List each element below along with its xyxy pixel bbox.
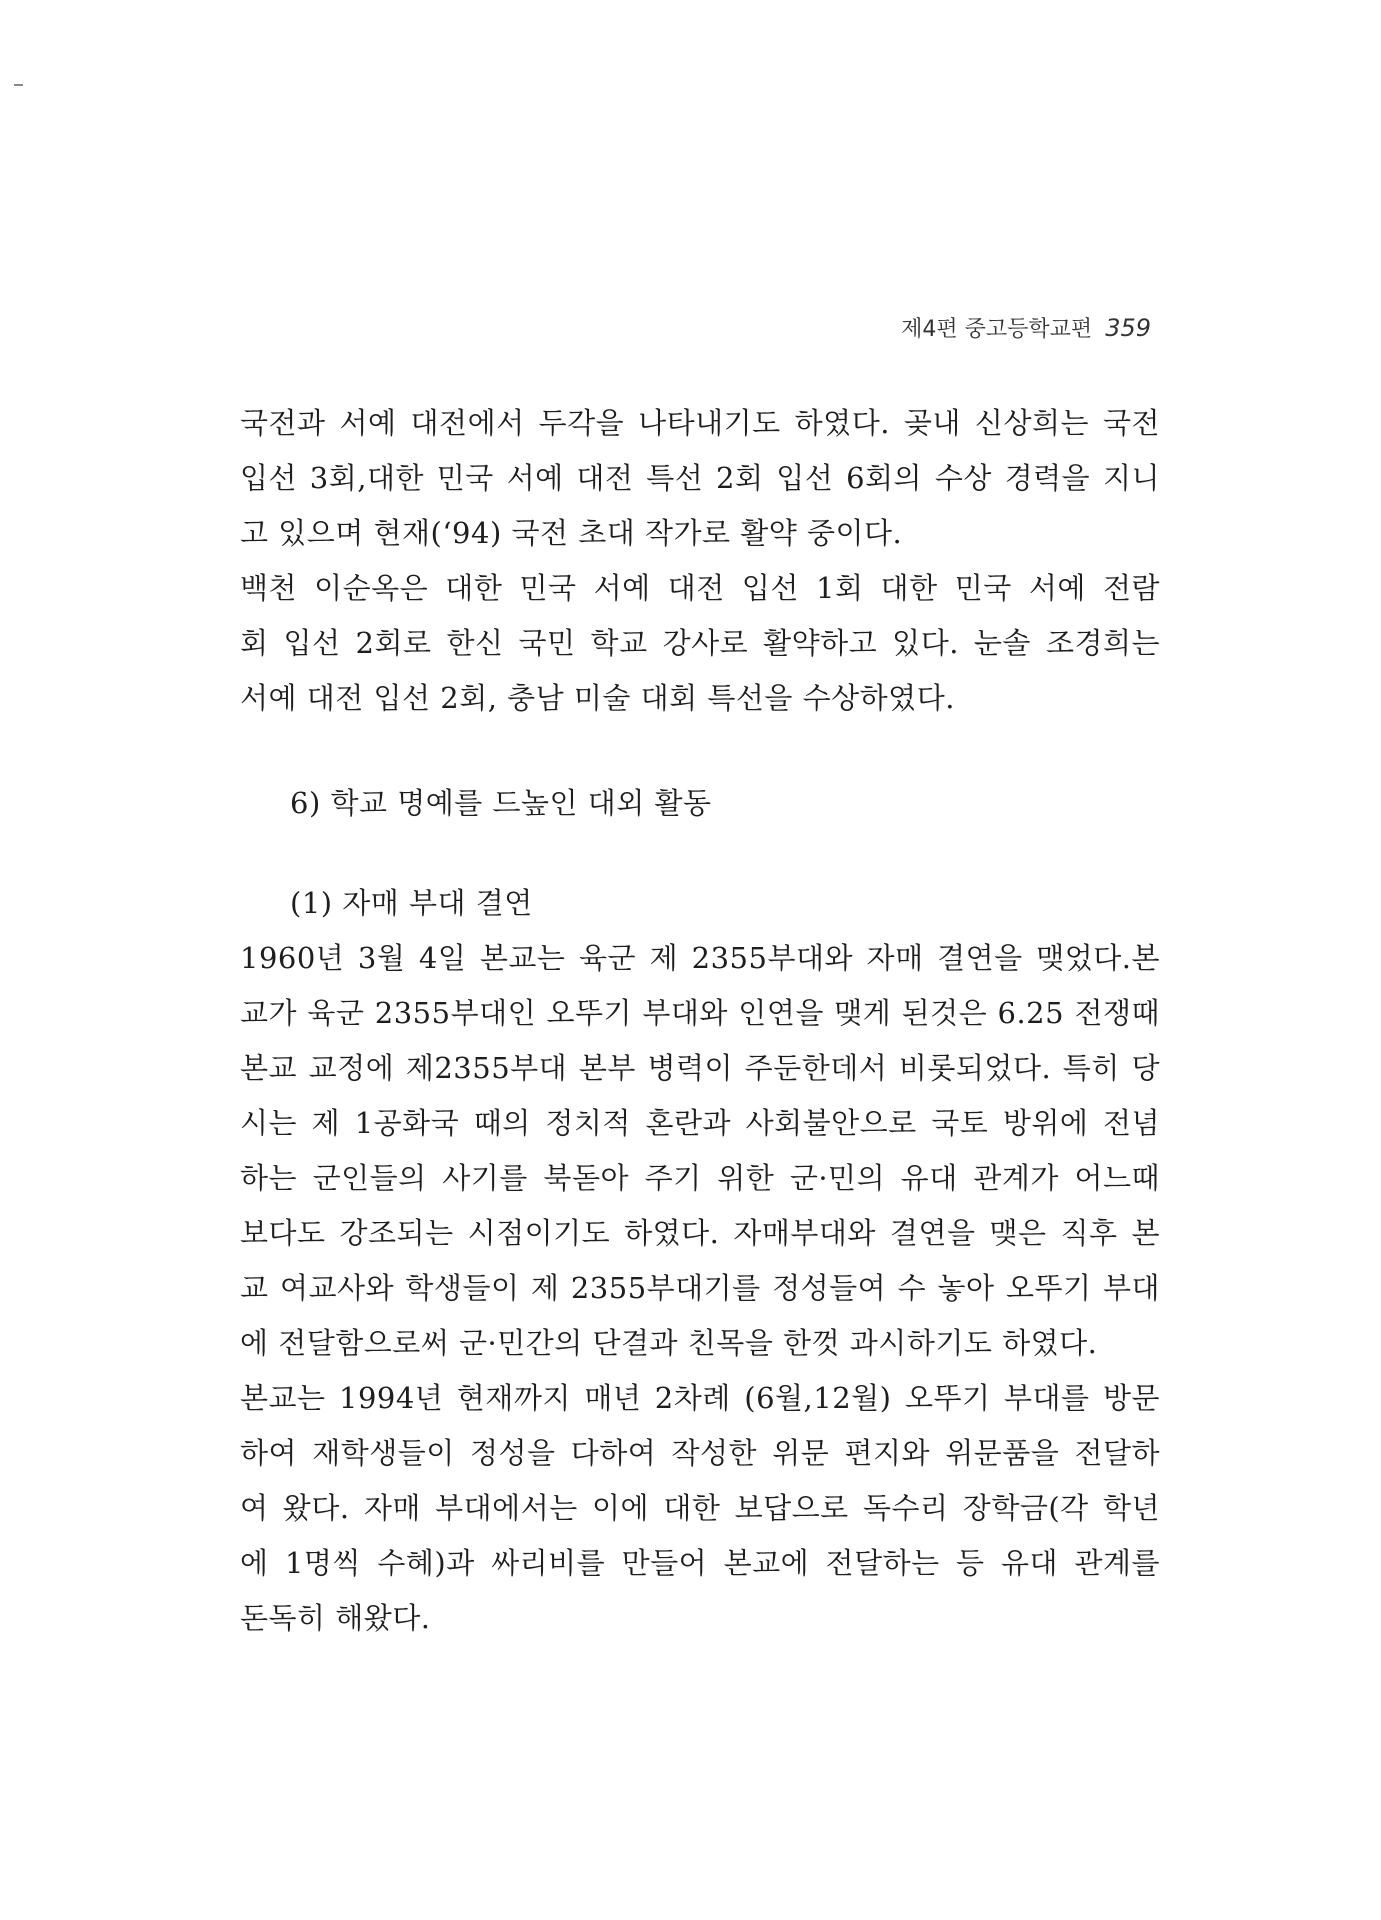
section-heading: 6) 학교 명예를 드높인 대외 활동: [290, 786, 712, 820]
subsection-heading: (1) 자매 부대 결연: [290, 886, 533, 920]
header-section-title: 제4편 중고등학교편: [901, 317, 1093, 342]
paragraph-2-line-2: 회 입선 2회로 한신 국민 학교 강사로 활약하고 있다. 눈솔 조경희는: [240, 626, 1160, 660]
paragraph-4-line-2: 하여 재학생들이 정성을 다하여 작성한 위문 편지와 위문품을 전달하: [240, 1436, 1160, 1470]
paragraph-1-line-2: 입선 3회,대한 민국 서예 대전 특선 2회 입선 6회의 수상 경력을 지니: [240, 461, 1160, 495]
paragraph-4-line-5: 돈독히 해왔다.: [240, 1601, 431, 1635]
paragraph-1-line-3: 고 있으며 현재(‘94) 국전 초대 작가로 활약 중이다.: [240, 516, 903, 550]
paragraph-2-line-1: 백천 이순옥은 대한 민국 서예 대전 입선 1회 대한 민국 서예 전람: [240, 571, 1160, 605]
page-number: 359: [1105, 314, 1151, 342]
paragraph-3-line-1: 1960년 3월 4일 본교는 육군 제 2355부대와 자매 결연을 맺었다.본: [240, 941, 1160, 975]
paragraph-3-line-7: 교 여교사와 학생들이 제 2355부대기를 정성들여 수 놓아 오뚜기 부대: [240, 1271, 1160, 1305]
paragraph-3-line-6: 보다도 강조되는 시점이기도 하였다. 자매부대와 결연을 맺은 직후 본: [240, 1216, 1160, 1250]
paragraph-4-line-3: 여 왔다. 자매 부대에서는 이에 대한 보답으로 독수리 장학금(각 학년: [240, 1491, 1160, 1525]
paragraph-3-line-5: 하는 군인들의 사기를 북돋아 주기 위한 군·민의 유대 관계가 어느때: [240, 1161, 1160, 1195]
paragraph-2-line-3: 서예 대전 입선 2회, 충남 미술 대회 특선을 수상하였다.: [240, 681, 955, 715]
scan-artifact-mark: [14, 84, 23, 86]
paragraph-1-line-1: 국전과 서예 대전에서 두각을 나타내기도 하였다. 곶내 신상희는 국전: [240, 406, 1160, 440]
paragraph-4-line-4: 에 1명씩 수혜)과 싸리비를 만들어 본교에 전달하는 등 유대 관계를: [240, 1546, 1160, 1580]
paragraph-3-line-2: 교가 육군 2355부대인 오뚜기 부대와 인연을 맺게 된것은 6.25 전쟁때: [240, 996, 1160, 1030]
paragraph-4-line-1: 본교는 1994년 현재까지 매년 2차례 (6월,12월) 오뚜기 부대를 방문: [240, 1381, 1160, 1415]
paragraph-3-line-4: 시는 제 1공화국 때의 정치적 혼란과 사회불안으로 국토 방위에 전념: [240, 1106, 1160, 1140]
running-header: [901, 312, 1151, 343]
paragraph-3-line-3: 본교 교정에 제2355부대 본부 병력이 주둔한데서 비롯되었다. 특히 당: [240, 1051, 1160, 1085]
paragraph-3-line-8: 에 전달함으로써 군·민간의 단결과 친목을 한껏 과시하기도 하였다.: [240, 1326, 1098, 1360]
